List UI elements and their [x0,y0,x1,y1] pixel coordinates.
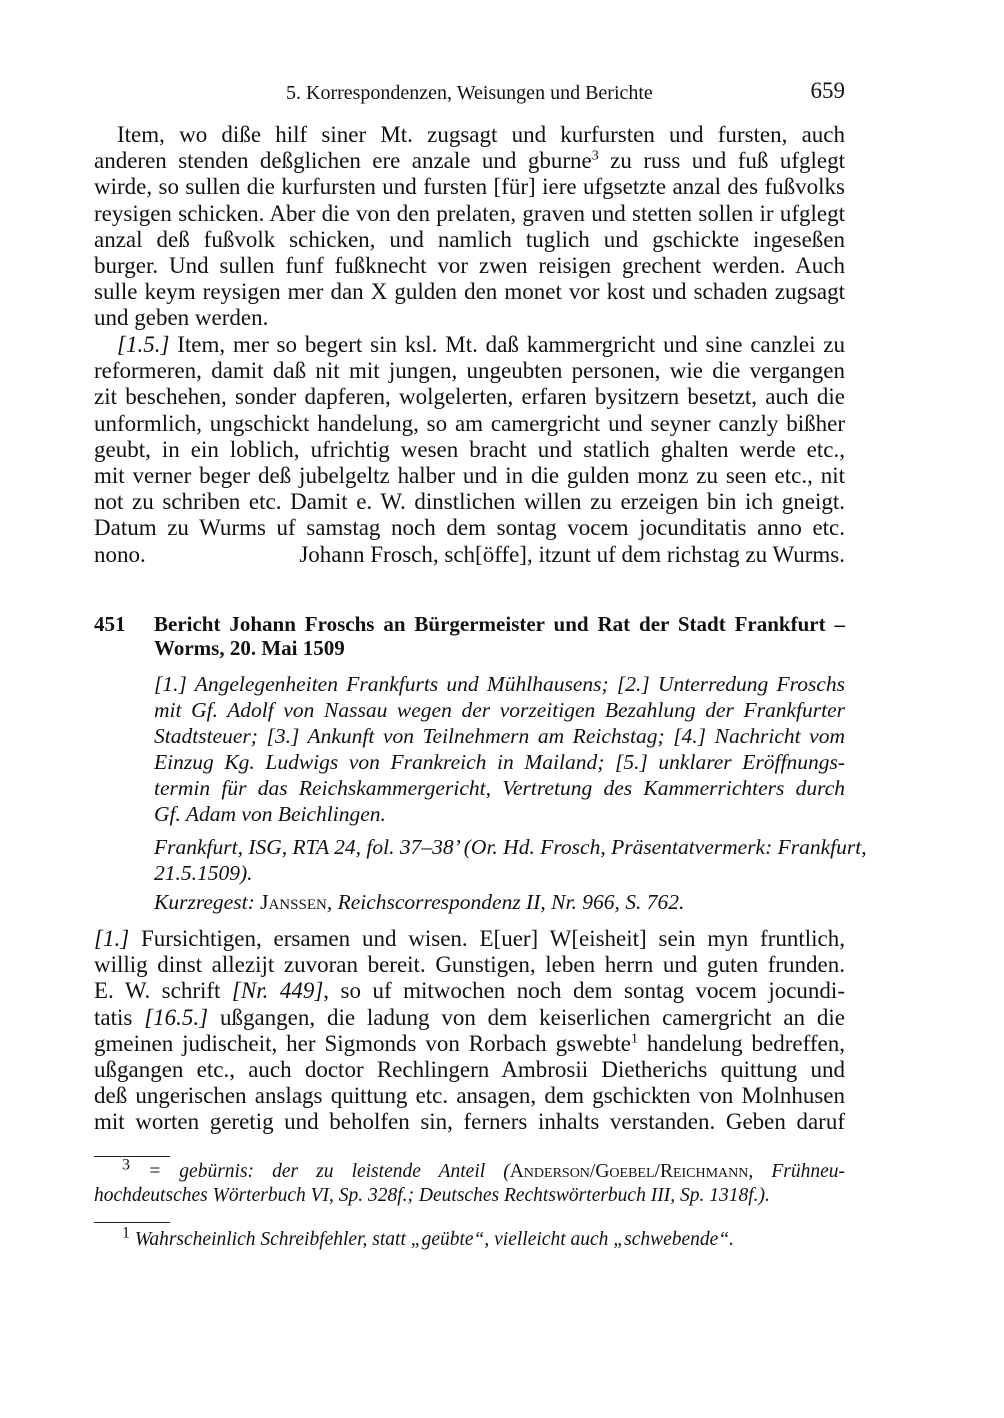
footnote-rule [94,1222,170,1223]
signature-line [94,542,845,568]
text-line: burger. Und sullen funf fußknecht vor zwen reisigen grechent werden. Auch [94,252,845,278]
kurzregest-citation: , Reichscorrespondenz II, Nr. 966, S. 762. [326,890,685,914]
text-line [94,1005,845,1031]
paragraph-1 [94,122,845,332]
footnote-ref-1[interactable]: 1 [630,1031,638,1047]
summary-line: Gf. Adam von Beichlingen. [154,802,386,826]
summary-line: Stadtsteuer; [3.] Ankunft von Teilnehmern am Reichstag; [4.] Nachricht vom [154,724,845,748]
text-line [94,978,845,1004]
footnote-text: , Frühneu- [748,1161,845,1182]
text-line: Datum zu Wurms uf samstag noch dem sontag vocem jocunditatis anno etc. [94,515,845,541]
text-line: anzal deß fußvolk schicken, und namlich tuglich und gschickte ingeseßen [94,226,845,252]
document-number: 451 [94,612,126,636]
summary-line: [1.] Angelegenheiten Frankfurts und Mühlhausens; [2.] Unterredung Froschs [154,672,845,696]
section-ref: [1.5.] [117,332,170,357]
text-line: mit worten geretig und beholfen sin, ferners inhalts verstanden. Geben daruf [94,1109,845,1135]
kurzregest-author: Janssen [260,890,327,914]
text-fragment: zu russ und fuß ufglegt [598,148,845,174]
source-line: Frankfurt, ISG, RTA 24, fol. 37–38’ (Or. Hd. Frosch, Präsentatvermerk: Frankfurt, [154,835,867,859]
document-ref[interactable]: [Nr. 449] [231,978,324,1004]
kurzregest-label: Kurzregest: [154,890,261,914]
document-title [154,612,845,660]
text-fragment: handelung bedreffen, [637,1030,845,1056]
source-line: 21.5.1509). [154,861,253,885]
text-line: zit beschehen, sonder dapferen, wolgelerten, erfaren bysitzern besetzt, auch die [94,384,845,410]
text-fragment: ußgangen, die ladung von dem keiserlichen camergricht an die [208,1004,845,1030]
text-line [94,332,845,358]
text-line: Item, wo diße hilf siner Mt. zugsagt und kurfursten und fursten, auch [117,122,845,147]
section-ref: [1.] [94,926,130,951]
footnote-3 [94,1156,845,1208]
footnote-authors: Anderson/Goebel/Reichmann [509,1161,749,1182]
footnote-mark: 3 [122,1156,130,1174]
kurzregest-line [154,889,845,915]
summary-line: mit Gf. Adolf von Nassau wegen der vorzeitigen Bezahlung der Frankfurter [154,698,845,722]
text-line [94,1031,845,1057]
footnote-rule [94,1156,170,1157]
footnote-mark: 1 [122,1224,130,1242]
footnote-line [94,1156,845,1184]
text-line: willig dinst allezijt zuvoran bereit. Gunstigen, leben herrn und guten frunden. [94,952,845,978]
date-end: nono. [94,541,146,567]
text-fragment: E. W. schrift [94,978,232,1004]
text-fragment: gmeinen judischeit, her Sigmonds von Rorbach gswebte [94,1030,631,1056]
text-fragment: Item, mer so begert sin ksl. Mt. daß kammergricht und sine canzlei zu [169,332,845,357]
text-line: unformlich, ungschickt handelung, so am camergricht und seyner canzly bißher [94,410,845,436]
text-line: not zu schriben etc. Damit e. W. dinstlichen willen zu erzeigen bin ich gneigt. [94,489,845,515]
document-kurzregest [154,889,845,915]
text-line: geubt, in ein loblich, ufrichtig wesen bracht und statlich ghalten werde etc., [94,436,845,462]
footnote-text: Wahrscheinlich Schreibfehler, statt „geübte“, vielleicht auch „schwebende“. [130,1229,735,1250]
running-header [94,80,845,106]
footnote-1 [94,1224,845,1252]
text-fragment: anderen stenden deßglichen ere anzale und gburne [94,148,592,174]
date-ref: [16.5.] [144,1004,209,1030]
running-title: 5. Korrespondenzen, Weisungen und Berichte [286,82,653,104]
text-line: mit verner beger deß jubelgeltz halber und in die gulden monz zu seen etc., nit [94,462,845,488]
text-line: deß ungerischen anslags quittung etc. ansagen, dem gschickten von Molnhusen [94,1083,845,1109]
signature: Johann Frosch, sch[öffe], itzunt uf dem richstag zu Wurms. [299,541,845,567]
title-line: Worms, 20. Mai 1509 [154,636,345,660]
document-source [154,834,867,886]
text-line: reysigen schicken. Aber die von den prelaten, graven und stetten sollen ir ufglegt [94,200,845,226]
text-fragment: tatis [94,1004,145,1030]
footnote-line: hochdeutsches Wörterbuch VI, Sp. 328f.; Deutsches Rechtswörterbuch III, Sp. 1318f.). [94,1185,770,1206]
page-number: 659 [810,78,845,103]
paragraph-2 [94,332,845,568]
footnote-text: = gebürnis: der zu leistende Anteil ( [130,1161,510,1182]
text-line [94,926,845,952]
document-summary [154,671,845,827]
paragraph-3 [94,926,845,1136]
title-line: Bericht Johann Froschs an Bürgermeister und Rat der Stadt Frankfurt – [154,612,845,636]
text-line: sulle keym reysigen mer dan X gulden den monet vor kost und schaden zugsagt [94,279,845,305]
text-line: und geben werden. [94,305,269,331]
footnote-ref-3[interactable]: 3 [591,148,599,164]
summary-line: termin für das Reichskammergericht, Vertretung des Kammerrichters durch [154,776,845,800]
footnote-line [94,1224,845,1252]
summary-line: Einzug Kg. Ludwigs von Frankreich in Mailand; [5.] unklarer Eröffnungs- [154,750,845,774]
text-fragment: , so uf mitwochen noch dem sontag vocem jocundi- [323,978,845,1004]
text-line: reformeren, damit daß nit mit jungen, ungeubten personen, wie die vergangen [94,358,845,384]
text-line: wirde, so sullen die kurfursten und fursten [für] iere ufgsetzte anzal des fußvolks [94,174,845,200]
text-line: ußgangen etc., auch doctor Rechlingern Ambrosii Dietherichs quittung und [94,1056,845,1082]
text-fragment: Fursichtigen, ersamen und wisen. E[uer] W[eisheit] sein myn fruntlich, [129,926,845,951]
text-line [94,148,845,174]
